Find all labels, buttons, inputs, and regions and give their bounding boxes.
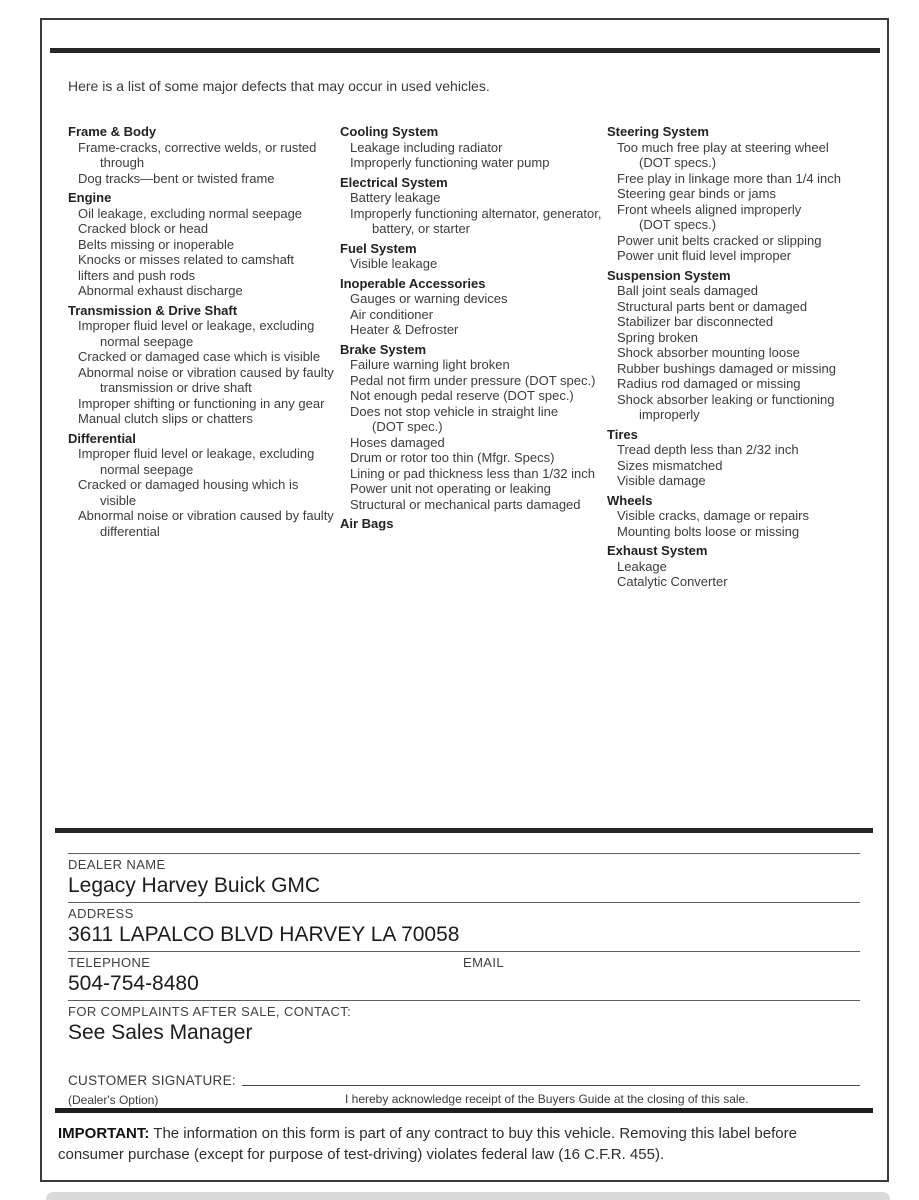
- form-divider-rule: [55, 828, 873, 833]
- defect-items: [607, 442, 841, 489]
- dealer-name-row: [68, 853, 860, 902]
- buyers-guide-page: [40, 18, 889, 1182]
- defect-item: Cracked or damaged case which is visible: [78, 349, 321, 364]
- defect-item: Gauges or warning devices: [350, 291, 508, 306]
- defect-section-heading: Engine: [68, 190, 112, 205]
- defect-items: [607, 140, 841, 264]
- defect-item: lifters and push rods: [78, 267, 196, 283]
- dealer-form-section: [42, 828, 887, 1107]
- defect-item: Catalytic Converter: [617, 574, 728, 589]
- defect-item: Not enough pedal reserve (DOT spec.): [350, 388, 574, 403]
- intro-text: Here is a list of some major defects that may occur in used vehicles.: [68, 78, 490, 94]
- top-divider-rule: [50, 48, 880, 53]
- defect-column: [68, 124, 340, 539]
- defect-item: normal seepage: [100, 461, 194, 477]
- defect-section: [607, 124, 841, 264]
- defect-item: Steering gear binds or jams: [617, 186, 776, 201]
- defect-item: Leakage: [617, 558, 667, 574]
- defect-item: Visible damage: [617, 473, 706, 488]
- dealers-option-label: (Dealer's Option): [68, 1093, 159, 1107]
- defect-items: [607, 508, 841, 539]
- defect-section-heading: Fuel System: [340, 240, 417, 256]
- defect-section-heading: Cooling System: [340, 124, 439, 139]
- defect-item: Improper fluid level or leakage, excluding: [78, 318, 315, 333]
- defect-section-heading: Steering System: [607, 124, 709, 139]
- defect-sections: [607, 124, 841, 590]
- defect-section: [340, 516, 607, 532]
- defect-item: transmission or drive shaft: [100, 380, 252, 395]
- email-label: EMAIL: [463, 955, 505, 970]
- defect-item: Power unit fluid level improper: [617, 248, 792, 263]
- defect-section-heading: Tires: [607, 426, 638, 442]
- defect-section-heading: Brake System: [340, 341, 426, 357]
- important-divider-rule: [55, 1108, 873, 1113]
- defect-items: [607, 559, 841, 590]
- defect-item: differential: [100, 523, 160, 539]
- dealer-name-label: DEALER NAME: [68, 857, 166, 872]
- defect-column: [607, 124, 841, 590]
- defect-item: Power unit not operating or leaking: [350, 481, 551, 496]
- signature-subrow: [68, 1091, 860, 1107]
- defect-section: [68, 431, 340, 540]
- complaints-label: FOR COMPLAINTS AFTER SALE, CONTACT:: [68, 1004, 352, 1019]
- defect-item: Frame-cracks, corrective welds, or rusted: [78, 139, 317, 155]
- dealer-form: [68, 853, 860, 1107]
- defect-item: Rubber bushings damaged or missing: [617, 360, 836, 376]
- defect-columns: [68, 124, 879, 590]
- important-body: The information on this form is part of any contract to buy this vehicle. Removing this label before consumer purchase (except for purpose of test-driving) violates federal law (16 C.F.R. 455).: [58, 1125, 797, 1163]
- defect-item: Drum or rotor too thin (Mfgr. Specs): [350, 450, 555, 465]
- defect-section-heading: Transmission & Drive Shaft: [68, 302, 238, 318]
- defect-item: Free play in linkage more than 1/4 inch: [617, 170, 842, 186]
- defect-item: Abnormal exhaust discharge: [78, 283, 243, 298]
- telephone-value: 504-754-8480: [68, 972, 199, 995]
- defect-items: [340, 291, 607, 338]
- defect-section-heading: Air Bags: [340, 516, 394, 531]
- defect-item: Improperly functioning water pump: [350, 155, 550, 170]
- defect-item: Front wheels aligned improperly: [617, 201, 802, 217]
- defect-item: improperly: [639, 407, 700, 422]
- defect-items: [68, 140, 340, 187]
- defect-section: [340, 241, 607, 272]
- defect-item: Cracked or damaged housing which is: [78, 477, 299, 492]
- acknowledgment-text: I hereby acknowledge receipt of the Buyers Guide at the closing of this sale.: [345, 1092, 749, 1106]
- dealer-name-value: Legacy Harvey Buick GMC: [68, 874, 321, 897]
- defect-item: Battery leakage: [350, 190, 441, 205]
- defect-column: [340, 124, 607, 532]
- defect-section-heading: Frame & Body: [68, 124, 157, 139]
- telephone-email-labels: [68, 955, 860, 970]
- defect-item: Lining or pad thickness less than 1/32 inch: [350, 465, 595, 481]
- defect-item: Too much free play at steering wheel: [617, 139, 829, 155]
- signature-line: [242, 1084, 860, 1086]
- next-page-edge: [46, 1192, 890, 1200]
- defect-item: Structural or mechanical parts damaged: [350, 496, 581, 512]
- defect-section: [68, 124, 340, 186]
- complaints-row: [68, 1000, 860, 1049]
- telephone-email-row: [68, 951, 860, 1000]
- defect-section: [68, 303, 340, 427]
- telephone-label: TELEPHONE: [68, 955, 151, 970]
- defect-item: Belts missing or inoperable: [78, 236, 235, 252]
- defect-items: [340, 256, 607, 272]
- defect-items: [68, 318, 340, 427]
- defect-section-heading: Differential: [68, 430, 136, 446]
- defect-section: [340, 276, 607, 338]
- defect-item: Sizes mismatched: [617, 457, 723, 473]
- defect-item: Improper shifting or functioning in any gear: [78, 395, 325, 411]
- defect-section: [68, 190, 340, 299]
- defect-item: through: [100, 155, 145, 170]
- defect-items: [68, 206, 340, 299]
- defect-section: [607, 493, 841, 540]
- defect-item: Visible leakage: [350, 256, 438, 271]
- defect-item: normal seepage: [100, 333, 194, 349]
- defect-item: Dog tracks—bent or twisted frame: [78, 170, 275, 186]
- signature-block: [68, 1073, 860, 1107]
- defect-item: Mounting bolts loose or missing: [617, 523, 800, 539]
- defect-item: Hoses damaged: [350, 434, 445, 450]
- defect-items: [68, 446, 340, 539]
- defect-item: Shock absorber mounting loose: [617, 345, 800, 360]
- defect-item: Failure warning light broken: [350, 357, 510, 372]
- customer-signature-label: CUSTOMER SIGNATURE:: [68, 1073, 236, 1088]
- defect-section: [607, 427, 841, 489]
- defect-section-heading: Suspension System: [607, 267, 731, 283]
- defect-item: (DOT specs.): [639, 217, 717, 232]
- complaints-value: See Sales Manager: [68, 1021, 253, 1044]
- defect-item: Does not stop vehicle in straight line: [350, 403, 559, 419]
- defect-item: Stabilizer bar disconnected: [617, 314, 774, 329]
- defect-item: (DOT spec.): [372, 419, 443, 434]
- defect-section: [607, 543, 841, 590]
- defect-item: Pedal not firm under pressure (DOT spec.): [350, 372, 596, 388]
- defect-item: (DOT specs.): [639, 155, 717, 170]
- defect-item: Radius rod damaged or missing: [617, 376, 801, 391]
- address-label: ADDRESS: [68, 906, 134, 921]
- important-label: IMPORTANT:: [58, 1125, 150, 1142]
- defect-item: Oil leakage, excluding normal seepage: [78, 205, 303, 221]
- defect-item: Abnormal noise or vibration caused by faulty: [78, 508, 334, 523]
- defect-section: [607, 268, 841, 423]
- defect-sections: [68, 124, 340, 539]
- defect-item: Power unit belts cracked or slipping: [617, 232, 822, 248]
- defect-item: Abnormal noise or vibration caused by faulty: [78, 364, 334, 380]
- defect-item: Ball joint seals damaged: [617, 283, 758, 298]
- defect-item: Structural parts bent or damaged: [617, 298, 808, 314]
- defect-item: Heater & Defroster: [350, 322, 459, 337]
- defect-item: Leakage including radiator: [350, 139, 503, 155]
- important-text: [58, 1123, 865, 1165]
- defect-item: Visible cracks, damage or repairs: [617, 508, 809, 523]
- defect-items: [607, 283, 841, 423]
- defect-item: Spring broken: [617, 329, 698, 345]
- defect-items: [340, 357, 607, 512]
- defect-items: [340, 140, 607, 171]
- defect-section-heading: Wheels: [607, 492, 653, 508]
- defect-item: Improper fluid level or leakage, excluding: [78, 446, 315, 461]
- defect-item: Air conditioner: [350, 306, 434, 322]
- defect-section: [340, 175, 607, 237]
- defect-section-heading: Inoperable Accessories: [340, 275, 486, 291]
- signature-row: [68, 1073, 860, 1088]
- defect-item: Knocks or misses related to camshaft: [78, 252, 295, 267]
- defect-items: [340, 190, 607, 237]
- defect-item: Tread depth less than 2/32 inch: [617, 442, 799, 457]
- defect-section: [340, 124, 607, 171]
- defect-sections: [340, 124, 607, 532]
- address-value: 3611 LAPALCO BLVD HARVEY LA 70058: [68, 923, 460, 946]
- defect-item: Cracked block or head: [78, 221, 209, 236]
- defect-item: visible: [100, 492, 137, 508]
- defect-item: battery, or starter: [372, 221, 471, 236]
- defect-section: [340, 342, 607, 513]
- defect-item: Improperly functioning alternator, generator,: [350, 205, 602, 221]
- defect-item: Shock absorber leaking or functioning: [617, 391, 835, 407]
- defect-section-heading: Electrical System: [340, 174, 448, 190]
- important-notice: [55, 1108, 873, 1165]
- address-row: [68, 902, 860, 951]
- defect-item: Manual clutch slips or chatters: [78, 411, 253, 426]
- defect-section-heading: Exhaust System: [607, 543, 708, 558]
